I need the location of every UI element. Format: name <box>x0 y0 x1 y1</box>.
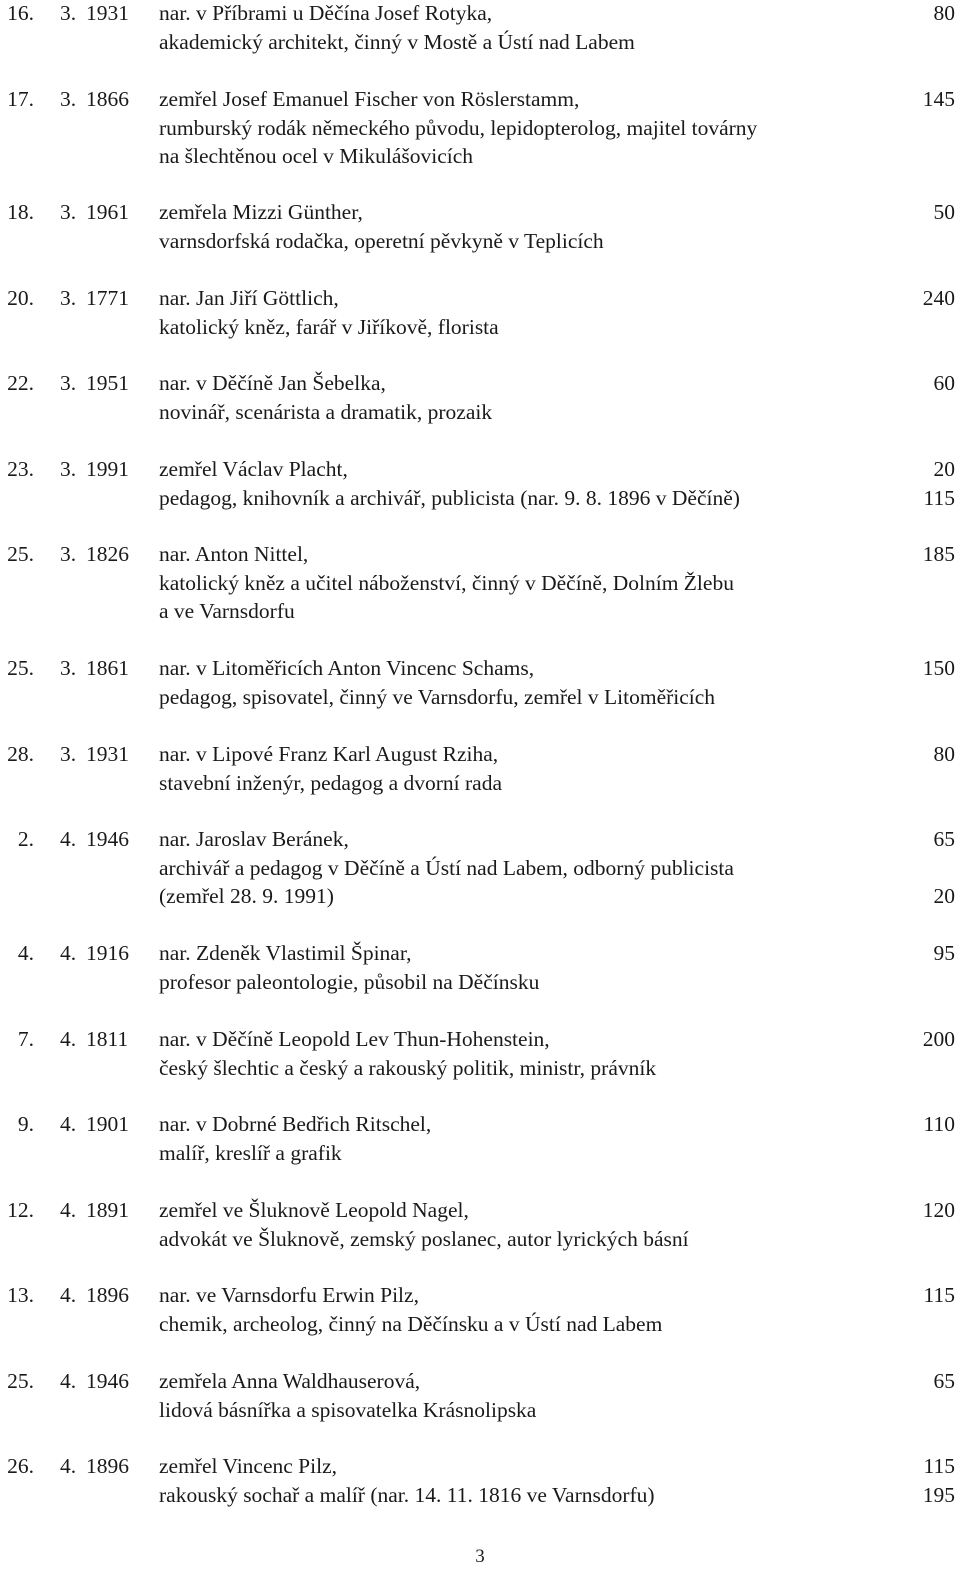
entry-number: 200 <box>922 1027 955 1051</box>
entry-day: 12. <box>7 1198 34 1222</box>
entry-line <box>0 597 960 626</box>
entry-text: rumburský rodák německého původu, lepidopterolog, majitel továrny <box>159 115 758 140</box>
entry-line <box>0 540 960 569</box>
entry-line <box>0 882 960 911</box>
entry-year: 1901 <box>86 1112 129 1136</box>
entry <box>0 0 960 56</box>
entry-number: 80 <box>933 742 955 766</box>
entry-number: 65 <box>933 1369 955 1393</box>
entry-month: 4. <box>60 1198 77 1222</box>
entry-line <box>0 398 960 427</box>
entry-number: 110 <box>923 1112 955 1136</box>
entry-day: 17. <box>7 87 34 111</box>
entry-text: pedagog, knihovník a archivář, publicista (nar. 9. 8. 1896 v Děčíně) <box>159 485 740 510</box>
entry-day: 9. <box>17 1112 34 1136</box>
entry-line <box>0 484 960 513</box>
entry-month: 3. <box>60 286 77 310</box>
entry-line <box>0 1225 960 1254</box>
entry <box>0 740 960 797</box>
entry <box>0 284 960 341</box>
entry-year: 1946 <box>86 1369 129 1393</box>
entry-line <box>0 1481 960 1510</box>
entry-text: archivář a pedagog v Děčíně a Ústí nad Labem, odborný publicista <box>159 855 734 880</box>
entry-line <box>0 1310 960 1339</box>
entry-number: 95 <box>933 941 955 965</box>
entry-month: 3. <box>60 87 77 111</box>
entry-day: 22. <box>7 371 34 395</box>
entry-text: nar. Jaroslav Beránek, <box>159 827 349 851</box>
entry-text: akademický architekt, činný v Mostě a Ústí nad Labem <box>159 29 635 54</box>
entry-line <box>0 654 960 683</box>
entry-line <box>0 1196 960 1225</box>
entry-text: (zemřel 28. 9. 1991) <box>159 884 334 908</box>
entry-day: 7. <box>17 1027 34 1051</box>
entry-number: 60 <box>933 371 955 395</box>
entry-number: 65 <box>933 827 955 851</box>
entry-text: český šlechtic a český a rakouský politik, ministr, právník <box>159 1055 657 1080</box>
entry-number: 150 <box>922 656 955 680</box>
entry-day: 4. <box>17 941 34 965</box>
entry-month: 4. <box>60 827 77 851</box>
entry-line <box>0 569 960 598</box>
entry-text: nar. v Děčíně Jan Šebelka, <box>159 371 386 395</box>
entry-line <box>0 1025 960 1054</box>
entry-line <box>0 825 960 854</box>
entry-month: 4. <box>60 1283 77 1307</box>
entry-day: 28. <box>7 742 34 766</box>
entry-number: 185 <box>922 542 955 566</box>
entry-line <box>0 1367 960 1396</box>
entry-year: 1946 <box>86 827 129 851</box>
entry-month: 4. <box>60 1369 77 1393</box>
entry-number: 115 <box>923 485 955 510</box>
entry-text: zemřel ve Šluknově Leopold Nagel, <box>159 1198 469 1222</box>
entry-number: 120 <box>922 1198 955 1222</box>
entry <box>0 939 960 996</box>
entry-text: novinář, scenárista a dramatik, prozaik <box>159 399 493 424</box>
entry-text: nar. Jan Jiří Göttlich, <box>159 286 339 310</box>
entry-number: 20 <box>933 457 955 481</box>
entry-month: 4. <box>60 1112 77 1136</box>
entry-text: pedagog, spisovatel, činný ve Varnsdorfu, zemřel v Litoměřicích <box>159 684 716 709</box>
entry-line <box>0 1110 960 1139</box>
entry-text: nar. v Děčíně Leopold Lev Thun-Hohenstein, <box>159 1027 550 1051</box>
entry <box>0 1281 960 1338</box>
entry-month: 3. <box>60 200 77 224</box>
entry-line <box>0 769 960 798</box>
entry <box>0 1025 960 1082</box>
entry-day: 23. <box>7 457 34 481</box>
entry <box>0 455 960 512</box>
entry-line <box>0 85 960 114</box>
entry-text: rakouský sochař a malíř (nar. 14. 11. 1816 ve Varnsdorfu) <box>159 1482 655 1507</box>
entry-number: 115 <box>923 1283 955 1307</box>
entry-line <box>0 114 960 143</box>
entry-day: 16. <box>7 1 34 25</box>
entry-line <box>0 227 960 256</box>
entry-number: 20 <box>933 884 955 908</box>
entry-number: 240 <box>922 286 955 310</box>
entry <box>0 1196 960 1253</box>
entry-text: nar. v Dobrné Bedřich Ritschel, <box>159 1112 432 1136</box>
entry-text: zemřel Václav Placht, <box>159 457 348 481</box>
entry-text: varnsdorfská rodačka, operetní pěvkyně v Teplicích <box>159 228 604 253</box>
entry-day: 20. <box>7 286 34 310</box>
entry-year: 1931 <box>86 742 129 766</box>
entry-year: 1866 <box>86 87 129 111</box>
entry <box>0 540 960 626</box>
entry-day: 25. <box>7 1369 34 1393</box>
entry-number: 50 <box>933 200 955 224</box>
entry-line <box>0 455 960 484</box>
entry-year: 1961 <box>86 200 129 224</box>
entry-day: 2. <box>17 827 34 851</box>
entry-text: nar. v Lipové Franz Karl August Rziha, <box>159 742 499 766</box>
entry-year: 1771 <box>86 286 129 310</box>
entry-line <box>0 142 960 171</box>
entry-year: 1916 <box>86 941 129 965</box>
entry-line <box>0 1452 960 1481</box>
entry-line <box>0 198 960 227</box>
entry-text: na šlechtěnou ocel v Mikulášovicích <box>159 144 474 168</box>
page-number: 3 <box>475 1546 485 1567</box>
entry-month: 3. <box>60 1 77 25</box>
entry-line <box>0 28 960 57</box>
entry-year: 1991 <box>86 457 129 481</box>
entry <box>0 825 960 911</box>
entry-number: 80 <box>933 1 955 25</box>
entry <box>0 1110 960 1167</box>
entry-line <box>0 854 960 883</box>
entry-day: 25. <box>7 656 34 680</box>
entry-line <box>0 313 960 342</box>
entry-line <box>0 740 960 769</box>
entry-line <box>0 683 960 712</box>
entry-text: nar. ve Varnsdorfu Erwin Pilz, <box>159 1283 419 1307</box>
entry-year: 1891 <box>86 1198 129 1222</box>
entry-text: advokát ve Šluknově, zemský poslanec, autor lyrických básní <box>159 1226 689 1251</box>
entry-line <box>0 1139 960 1168</box>
entry-month: 3. <box>60 457 77 481</box>
entry-day: 18. <box>7 200 34 224</box>
entry-year: 1951 <box>86 371 129 395</box>
entry-year: 1811 <box>86 1027 129 1051</box>
entry-line <box>0 0 960 28</box>
entry-line <box>0 1281 960 1310</box>
entry <box>0 198 960 255</box>
entry-year: 1896 <box>86 1283 129 1307</box>
entry-year: 1896 <box>86 1454 129 1478</box>
entry-text: zemřela Anna Waldhauserová, <box>159 1369 421 1393</box>
entry-text: zemřel Josef Emanuel Fischer von Röslerstamm, <box>159 87 580 111</box>
entry-line <box>0 369 960 398</box>
entry <box>0 654 960 711</box>
entry-text: nar. Anton Nittel, <box>159 542 309 566</box>
entry-text: nar. v Litoměřicích Anton Vincenc Schams, <box>159 656 535 680</box>
entry-text: profesor paleontologie, působil na Děčínsku <box>159 969 540 994</box>
entry-text: stavební inženýr, pedagog a dvorní rada <box>159 770 503 795</box>
entry-text: nar. Zdeněk Vlastimil Špinar, <box>159 941 412 965</box>
entry-month: 3. <box>60 742 77 766</box>
entry-year: 1861 <box>86 656 129 680</box>
entry-line <box>0 1396 960 1425</box>
entry <box>0 1452 960 1509</box>
entry-text: malíř, kreslíř a grafik <box>159 1140 342 1165</box>
entry-line <box>0 284 960 313</box>
entry-text: katolický kněz, farář v Jiříkově, florista <box>159 314 499 339</box>
entry-line <box>0 968 960 997</box>
entry-day: 26. <box>7 1454 34 1478</box>
entry-day: 25. <box>7 542 34 566</box>
entry-year: 1826 <box>86 542 129 566</box>
entry-line <box>0 1054 960 1083</box>
entry-month: 3. <box>60 371 77 395</box>
entry-number: 115 <box>923 1454 955 1478</box>
entry-number: 195 <box>922 1482 955 1507</box>
entry-day: 13. <box>7 1283 34 1307</box>
entry-line <box>0 939 960 968</box>
entry-text: a ve Varnsdorfu <box>159 599 295 623</box>
entry-text: chemik, archeolog, činný na Děčínsku a v Ústí nad Labem <box>159 1311 663 1336</box>
entry-text: katolický kněz a učitel náboženství, činný v Děčíně, Dolním Žlebu <box>159 570 734 595</box>
entry-month: 4. <box>60 1454 77 1478</box>
entry-text: lidová básnířka a spisovatelka Krásnolipska <box>159 1397 537 1422</box>
entry-month: 4. <box>60 1027 77 1051</box>
entry <box>0 369 960 426</box>
entry-year: 1931 <box>86 1 129 25</box>
entry-text: zemřel Vincenc Pilz, <box>159 1454 338 1478</box>
entry-text: zemřela Mizzi Günther, <box>159 200 363 224</box>
entry <box>0 1367 960 1424</box>
entry-month: 4. <box>60 941 77 965</box>
entry-month: 3. <box>60 656 77 680</box>
entry-month: 3. <box>60 542 77 566</box>
entry-text: nar. v Příbrami u Děčína Josef Rotyka, <box>159 1 493 25</box>
entry-number: 145 <box>922 87 955 111</box>
entry <box>0 85 960 171</box>
